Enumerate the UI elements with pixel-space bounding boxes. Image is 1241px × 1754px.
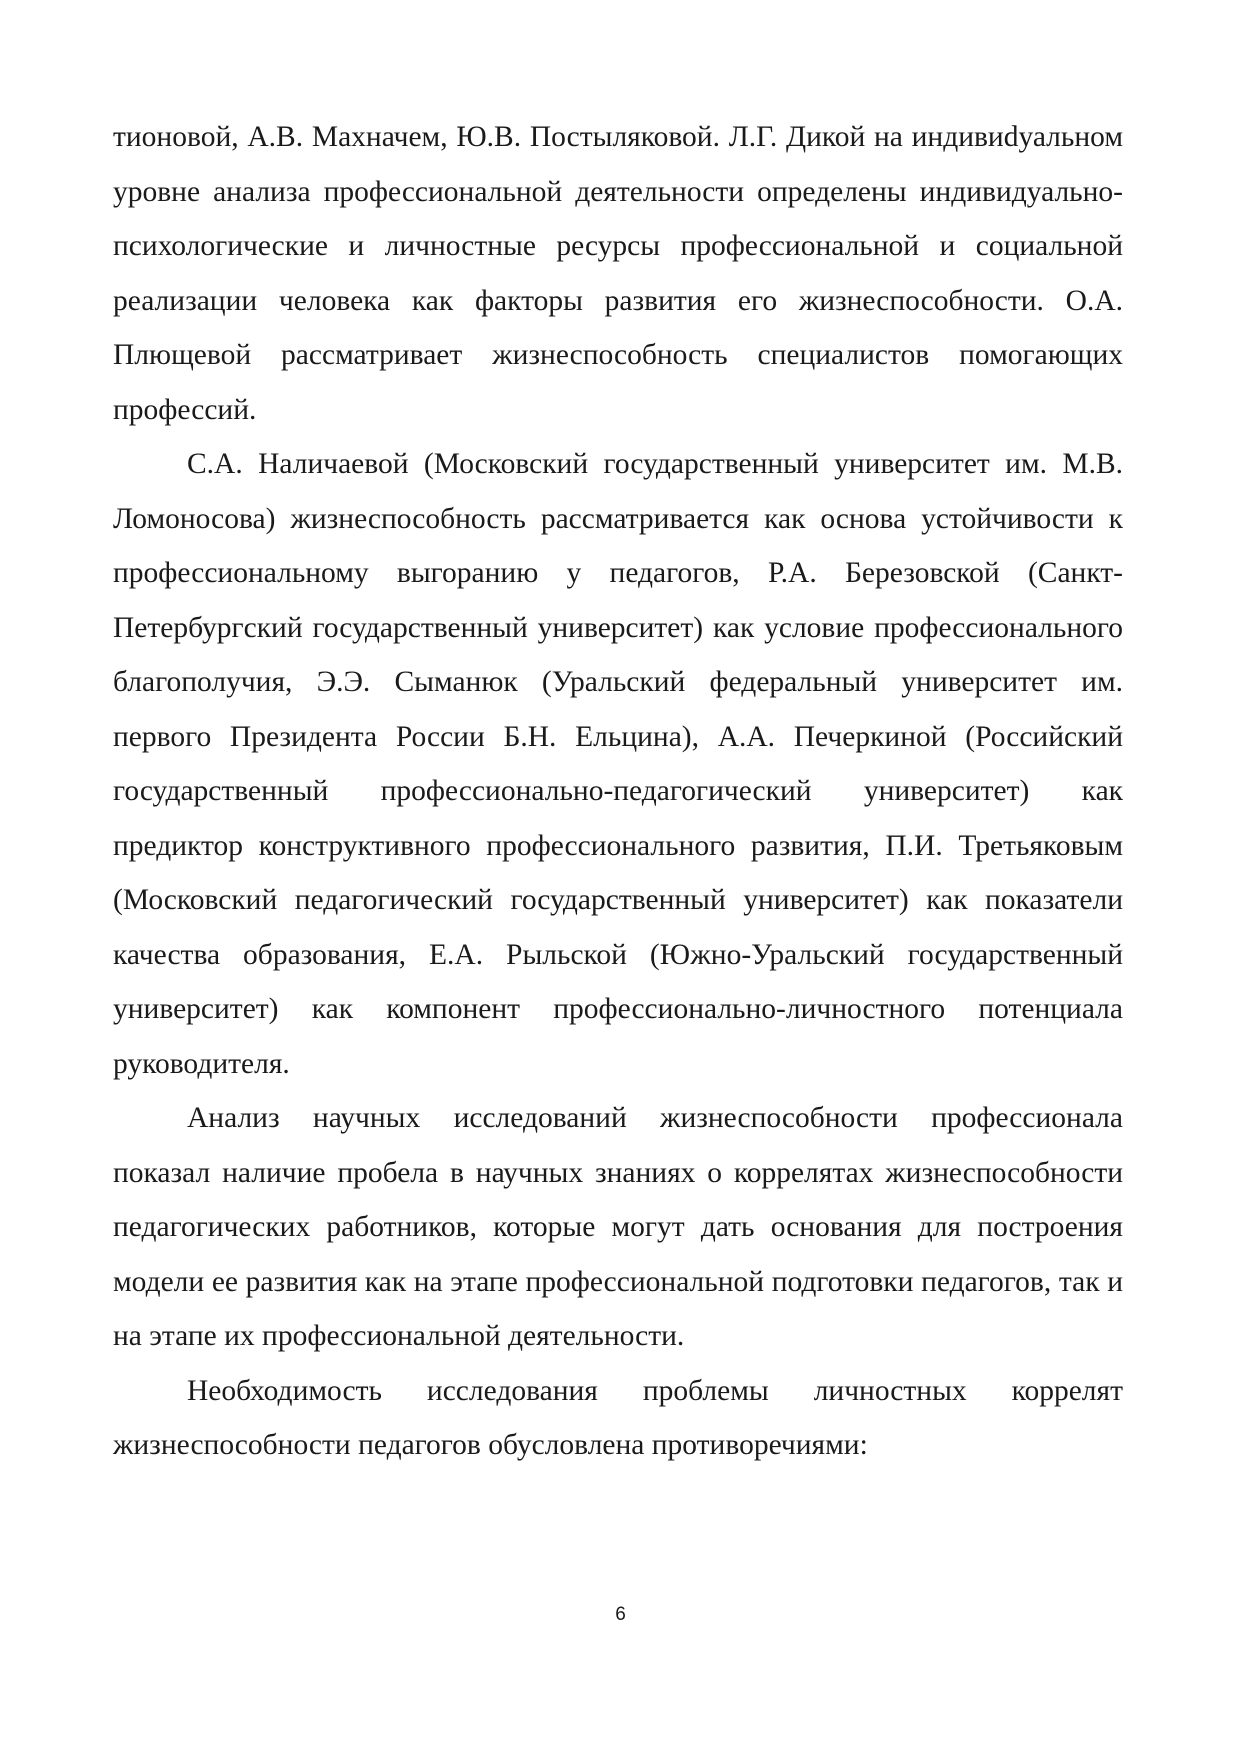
paragraph-4: Необходимость исследования проблемы личностных коррелят жизнеспособности педагогов обусловлена противоречиями: xyxy=(113,1374,1123,1461)
paragraph-3: Анализ научных исследований жизнеспособности профессионала показал наличие пробела в научных знаниях о коррелятах жизнеспособности педагогических работников, которые могут дать основания для построения модели ее развития как на этапе профессиональной подготовки педагогов, так и на этапе их профессиональной деятельности. xyxy=(113,1102,1123,1352)
body-text xyxy=(113,110,1123,1473)
paragraph-1: тионовой, А.В. Махначем, Ю.В. Постыляковой. Л.Г. Дикой на индивиdуальном уровне анализа профессиональной деятельности определены индивидуально-психологические и личностные ресурсы профессиональной и социальной реализации человека как факторы развития его жизнеспособности. О.А. Плющевой рассматривает жизнеспособность специалистов помогающих профессий. xyxy=(113,121,1123,426)
page-number: 6 xyxy=(615,1604,626,1625)
paragraph-2: С.А. Наличаевой (Московский государственный университет им. М.В. Ломоносова) жизнеспособность рассматривается как основа устойчивости к профессиональному выгоранию у педагогов, Р.А. Березовской (Санкт-Петербургский государственный университет) как условие профессионального благополучия, Э.Э. Сыманюк (Уральский федеральный университет им. первого Президента России Б.Н. Ельцина), А.А. Печеркиной (Российский государственный профессионально-педагогический университет) как предиктор конструктивного профессионального развития, П.И. Третьяковым (Московский педагогический государственный университет) как показатели качества образования, Е.А. Рыльской (Южно-Уральский государственный университет) как компонент профессионально-личностного потенциала руководителя. xyxy=(113,448,1123,1080)
